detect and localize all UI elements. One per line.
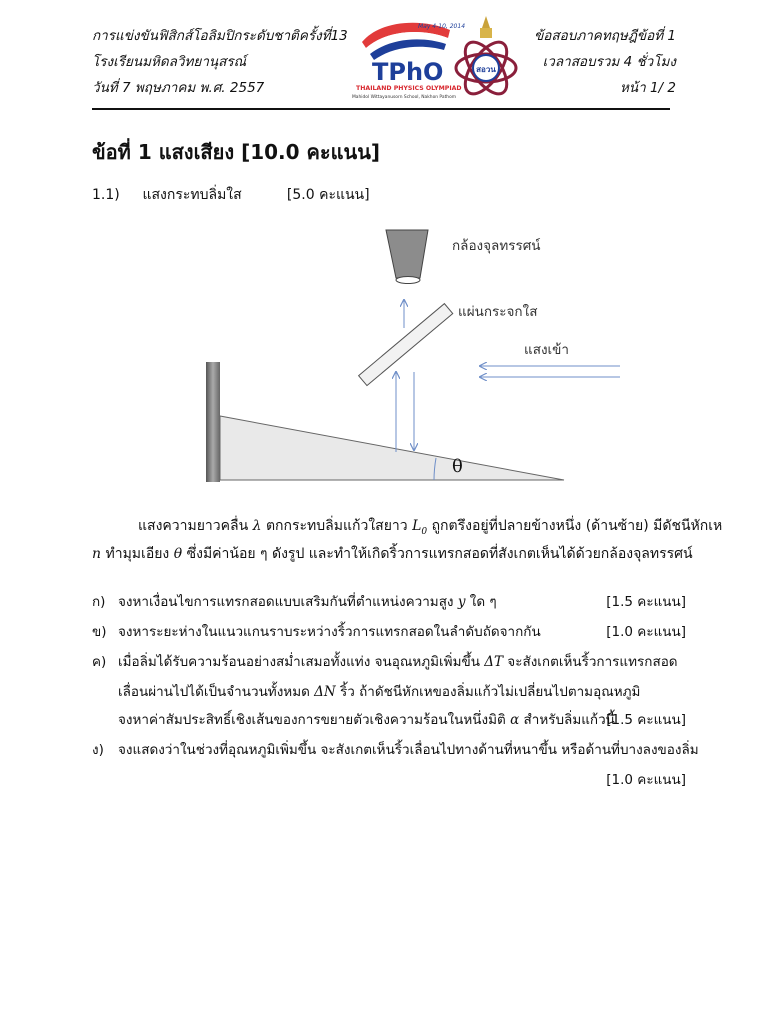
question-text: เมื่อลิ่มได้รับความร้อนอย่างสม่ำเสมอทั้งแท่ง จนอุณหภูมิเพิ่มขึ้น xyxy=(118,654,480,670)
question-text: จงหาค่าสัมประสิทธิ์เชิงเส้นของการขยายตัวเชิงความร้อนในหนึ่งมิติ xyxy=(118,712,506,728)
wall xyxy=(206,362,220,482)
header-school: โรงเรียนมหิดลวิทยานุสรณ์ xyxy=(92,54,247,70)
symbol-delta-n: ΔN xyxy=(314,684,336,700)
svg-text:สอวน: สอวน xyxy=(476,65,496,74)
intro-text: ซึ่งมีค่าน้อย ๆ ดังรูป และทำให้เกิดริ้วการแทรกสอดที่สังเกตเห็นได้ด้วยกล้องจุลทรรศน์ xyxy=(186,546,693,562)
question-marker: ก) xyxy=(92,594,106,610)
intro-text: ทำมุมเอียง xyxy=(105,546,170,562)
symbol-theta: θ xyxy=(173,546,183,562)
glass-wedge xyxy=(220,416,564,480)
intro-text: ถูกตรึงอยู่ที่ปลายข้างหนึ่ง (ด้านซ้าย) มีดัชนีหักเห xyxy=(431,518,723,534)
symbol-y: y xyxy=(457,594,466,610)
symbol-n: n xyxy=(92,546,102,562)
intro-text: แสงความยาวคลื่น xyxy=(138,518,249,534)
question-text: จงหาระยะห่างในแนวแกนราบระหว่างริ้วการแทรกสอดในลำดับถัดจากกัน xyxy=(118,624,541,640)
glass-plate xyxy=(359,304,453,386)
symbol-alpha: α xyxy=(510,712,520,728)
question-marker: ง) xyxy=(92,742,104,758)
question-b xyxy=(92,618,686,646)
question-text: ริ้ว ถ้าดัชนีหักเหของลิ่มแก้วไม่เปลี่ยนไปตามอุณหภูมิ xyxy=(340,684,641,700)
label-theta: θ xyxy=(452,456,463,477)
header-duration: เวลาสอบรวม 4 ชั่วโมง xyxy=(542,54,676,70)
question-c-line-2 xyxy=(118,678,640,706)
posn-seal xyxy=(452,14,520,102)
intro-text: ตกกระทบลิ่มแก้วใสยาว xyxy=(265,518,408,534)
microscope-lens xyxy=(396,277,420,284)
question-text: เลื่อนผ่านไปได้เป็นจำนวนทั้งหมด xyxy=(118,684,310,700)
question-c xyxy=(92,648,686,676)
logo-dates: May 4-10, 2014 xyxy=(418,23,466,30)
wedge-figure xyxy=(196,220,636,490)
header-page: หน้า 1/ 2 xyxy=(619,80,676,96)
question-d-points: [1.0 คะแนน] xyxy=(606,772,686,788)
tpho-logo xyxy=(352,16,466,102)
question-text: จงแสดงว่าในช่วงที่อุณหภูมิเพิ่มขึ้น จะสังเกตเห็นริ้วเลื่อนไปทางด้านที่หนาขึ้น หรือด้านที่บางลงของลิ่ม xyxy=(118,742,699,758)
question-points: [1.5 คะแนน] xyxy=(606,594,686,610)
header-exam-title: ข้อสอบภาคทฤษฎีข้อที่ 1 xyxy=(534,28,676,44)
question-text: จงหาเงื่อนไขการแทรกสอดแบบเสริมกันที่ตำแหน่งความสูง xyxy=(118,594,454,610)
logo-brand: TPhO xyxy=(372,58,444,86)
logo-venue: Mahidol Wittayanusorn School, Nakhon Pathom xyxy=(352,95,457,100)
logo-name: THAILAND PHYSICS OLYMPIAD xyxy=(356,85,462,92)
question-c-line-3 xyxy=(92,706,686,734)
symbol-L0: $L_0$ xyxy=(412,518,428,537)
symbol-lambda: λ xyxy=(252,518,262,534)
intro-line-2 xyxy=(92,540,692,568)
problem-title: ข้อที่ 1 แสงเสียง [10.0 คะแนน] xyxy=(92,140,381,164)
header-date: วันที่ 7 พฤษภาคม พ.ศ. 2557 xyxy=(92,80,265,96)
question-marker: ข) xyxy=(92,624,107,640)
header-competition: การแข่งขันฟิสิกส์โอลิมปิกระดับชาติครั้งที่13 xyxy=(92,28,348,44)
symbol-delta-t: ΔT xyxy=(484,654,503,670)
question-points: [1.5 คะแนน] xyxy=(606,712,686,728)
subsection-points: [5.0 คะแนน] xyxy=(286,187,370,203)
subsection-number: 1.1) xyxy=(92,187,120,203)
question-points: [1.0 คะแนน] xyxy=(606,624,686,640)
label-incoming-light: แสงเข้า xyxy=(524,342,569,358)
question-text: จะสังเกตเห็นริ้วการแทรกสอด xyxy=(507,654,678,670)
microscope-body xyxy=(386,230,428,278)
question-text: ใด ๆ xyxy=(469,594,497,610)
question-marker: ค) xyxy=(92,654,107,670)
question-a xyxy=(92,588,686,616)
subsection-heading xyxy=(92,184,370,206)
label-glass-plate: แผ่นกระจกใส xyxy=(458,304,538,320)
header-rule xyxy=(92,108,670,110)
question-d xyxy=(92,736,699,764)
question-text: สำหรับลิ่มแก้วนี้ xyxy=(523,712,615,728)
subsection-name: แสงกระทบลิ่มใส xyxy=(142,187,242,203)
label-microscope: กล้องจุลทรรศน์ xyxy=(452,238,541,254)
